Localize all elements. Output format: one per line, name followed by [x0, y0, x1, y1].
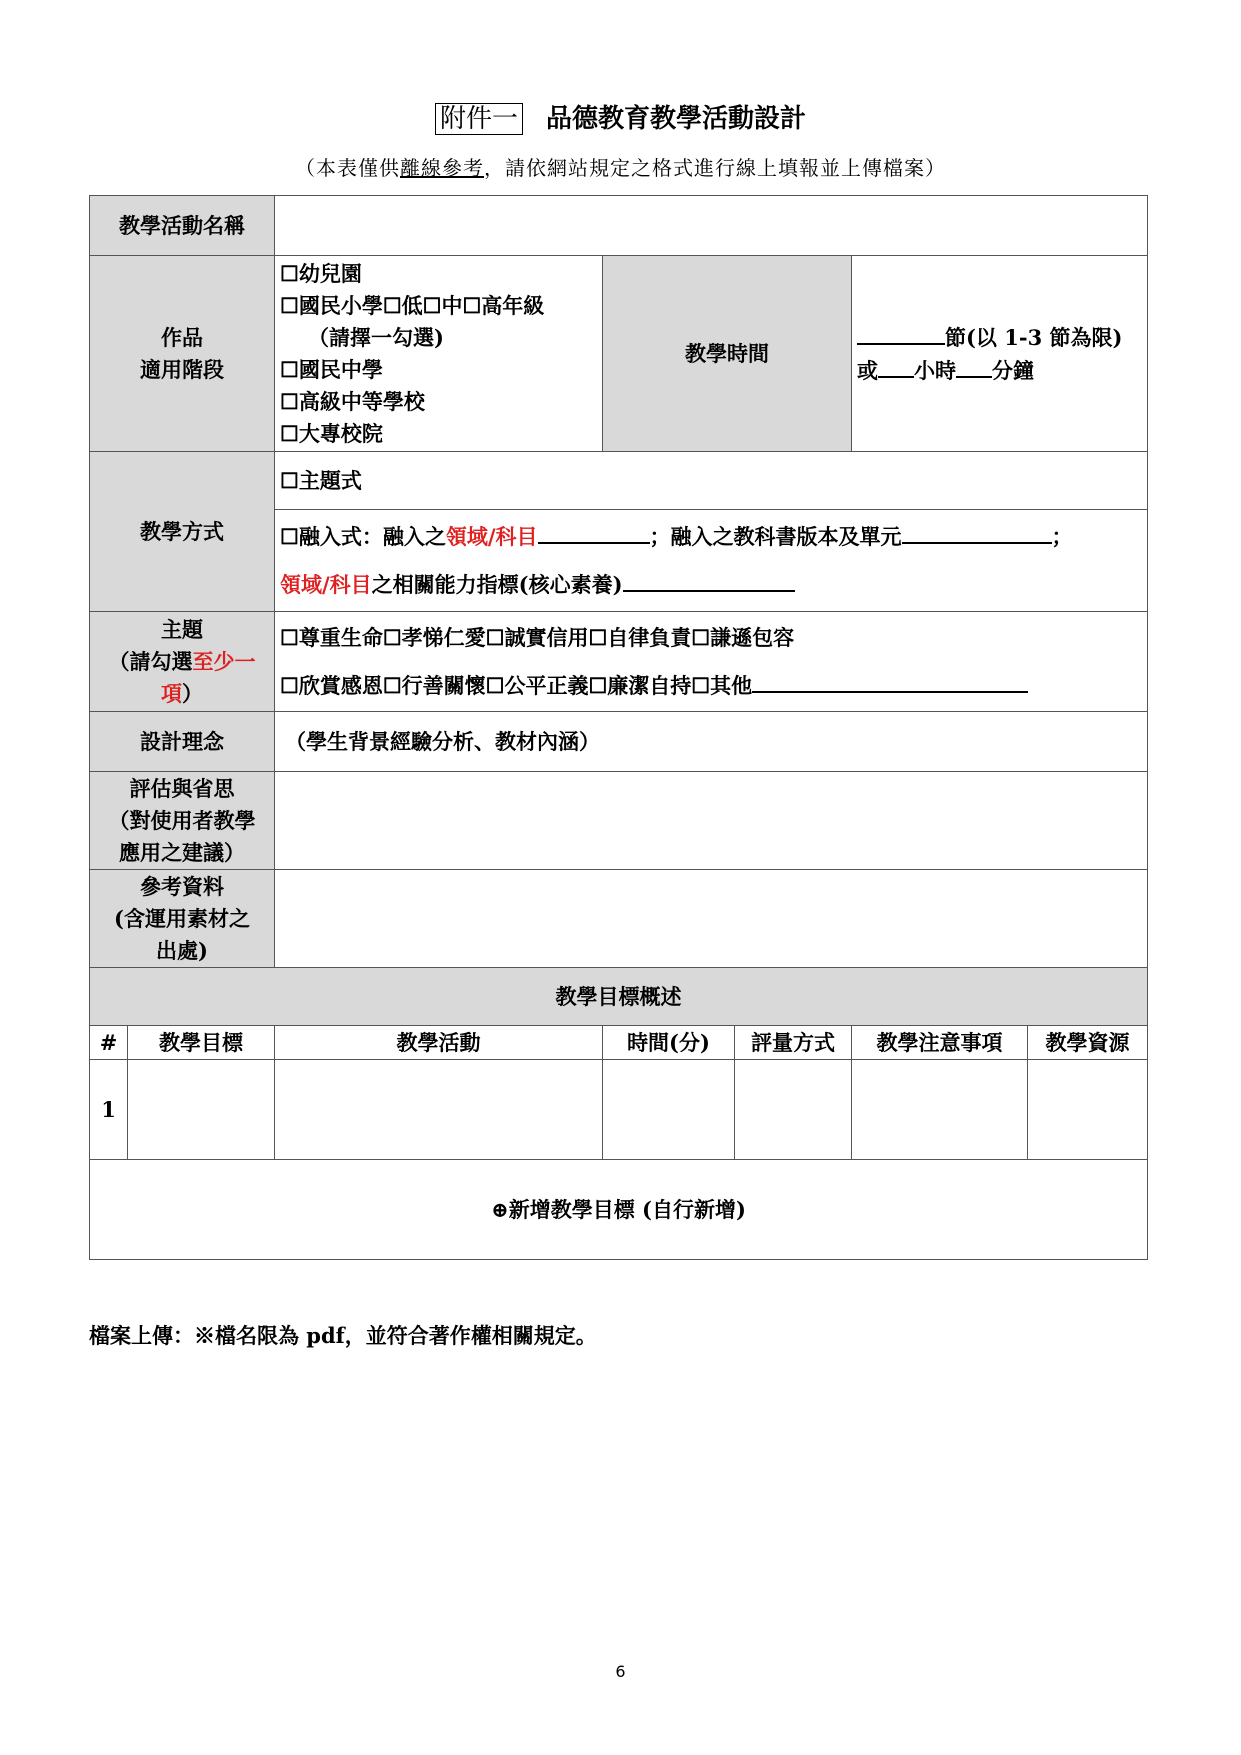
option-kindergarten[interactable]: ☐幼兒園 — [280, 261, 362, 286]
row-number: 1 — [90, 1060, 128, 1160]
concept-field[interactable]: （學生背景經驗分析、教材內涵） — [275, 712, 1148, 772]
topic-label: 主題 （請勾選至少一 項） — [90, 612, 275, 712]
option-elementary[interactable]: ☐國民小學☐低☐中☐高年級 — [280, 293, 545, 318]
assessment-cell[interactable] — [735, 1060, 852, 1160]
offline-reference: 離線參考 — [400, 156, 484, 180]
option-senior-high[interactable]: ☐高級中等學校 — [280, 389, 425, 414]
col-header-resources: 教學資源 — [1028, 1026, 1148, 1060]
competency-blank[interactable] — [623, 568, 795, 592]
textbook-blank[interactable] — [902, 520, 1052, 544]
hours-blank[interactable] — [878, 354, 914, 378]
subject-blank[interactable] — [538, 520, 650, 544]
activity-name-field[interactable] — [275, 196, 1148, 256]
option-junior-high[interactable]: ☐國民中學 — [280, 357, 383, 382]
topic-row-1[interactable]: ☐尊重生命☐孝悌仁愛☐誠實信用☐自律負責☐謙遜包容 — [280, 624, 795, 650]
activity-name-label: 教學活動名稱 — [90, 196, 275, 256]
minutes-blank[interactable] — [956, 354, 992, 378]
method-label: 教學方式 — [90, 452, 275, 612]
option-college[interactable]: ☐大專校院 — [280, 421, 383, 446]
col-header-assessment: 評量方式 — [735, 1026, 852, 1060]
subtitle: （本表僅供離線參考，請依網站規定之格式進行線上填報並上傳檔案） — [295, 156, 946, 180]
time-field: 節(以 1-3 節為限) 或 小時 分鐘 — [852, 256, 1148, 452]
topic-row-2[interactable]: ☐欣賞感恩☐行善關懷☐公平正義☐廉潔自持☐其他 — [280, 672, 753, 698]
concept-label: 設計理念 — [90, 712, 275, 772]
other-blank[interactable] — [752, 669, 1028, 693]
resources-cell[interactable] — [1028, 1060, 1148, 1160]
time-cell[interactable] — [603, 1060, 735, 1160]
attachment-badge: 附件一 — [435, 103, 523, 135]
activity-design-form — [89, 195, 1148, 1260]
evaluation-label: 評估與省思 （對使用者教學 應用之建議） — [90, 772, 275, 870]
page-number: 6 — [615, 1662, 626, 1681]
elementary-note: （請擇一勾選) — [308, 325, 444, 350]
col-header-notes: 教學注意事項 — [852, 1026, 1028, 1060]
upload-note: 檔案上傳：※檔名限為 pdf，並符合著作權相關規定。 — [89, 1323, 597, 1348]
method-infuse-option: ☐融入式：融入之領域/科目 ；融入之教科書版本及單元 ； 領域/科目之相關能力指標(核心素養) — [275, 510, 1148, 612]
goal-cell[interactable] — [128, 1060, 275, 1160]
evaluation-field[interactable] — [275, 772, 1148, 870]
col-header-number: # — [90, 1026, 128, 1060]
table-row — [90, 1060, 1148, 1160]
notes-cell[interactable] — [852, 1060, 1028, 1160]
page-title — [0, 98, 1241, 135]
goals-header: 教學目標概述 — [90, 968, 1148, 1026]
sessions-blank[interactable] — [857, 321, 945, 345]
method-theme-option[interactable]: ☐主題式 — [275, 452, 1148, 510]
time-label: 教學時間 — [603, 256, 852, 452]
references-label: 參考資料 (含運用素材之 出處) — [90, 870, 275, 968]
title-text: 品德教育教學活動設計 — [546, 104, 807, 134]
references-field[interactable] — [275, 870, 1148, 968]
col-header-time: 時間(分) — [603, 1026, 735, 1060]
topic-options — [275, 612, 1148, 712]
stage-label: 作品 適用階段 — [90, 256, 275, 452]
col-header-goal: 教學目標 — [128, 1026, 275, 1060]
stage-options — [275, 256, 603, 452]
add-goal-button[interactable]: ⊕新增教學目標 (自行新增) — [90, 1160, 1148, 1260]
activity-cell[interactable] — [275, 1060, 603, 1160]
col-header-activity: 教學活動 — [275, 1026, 603, 1060]
